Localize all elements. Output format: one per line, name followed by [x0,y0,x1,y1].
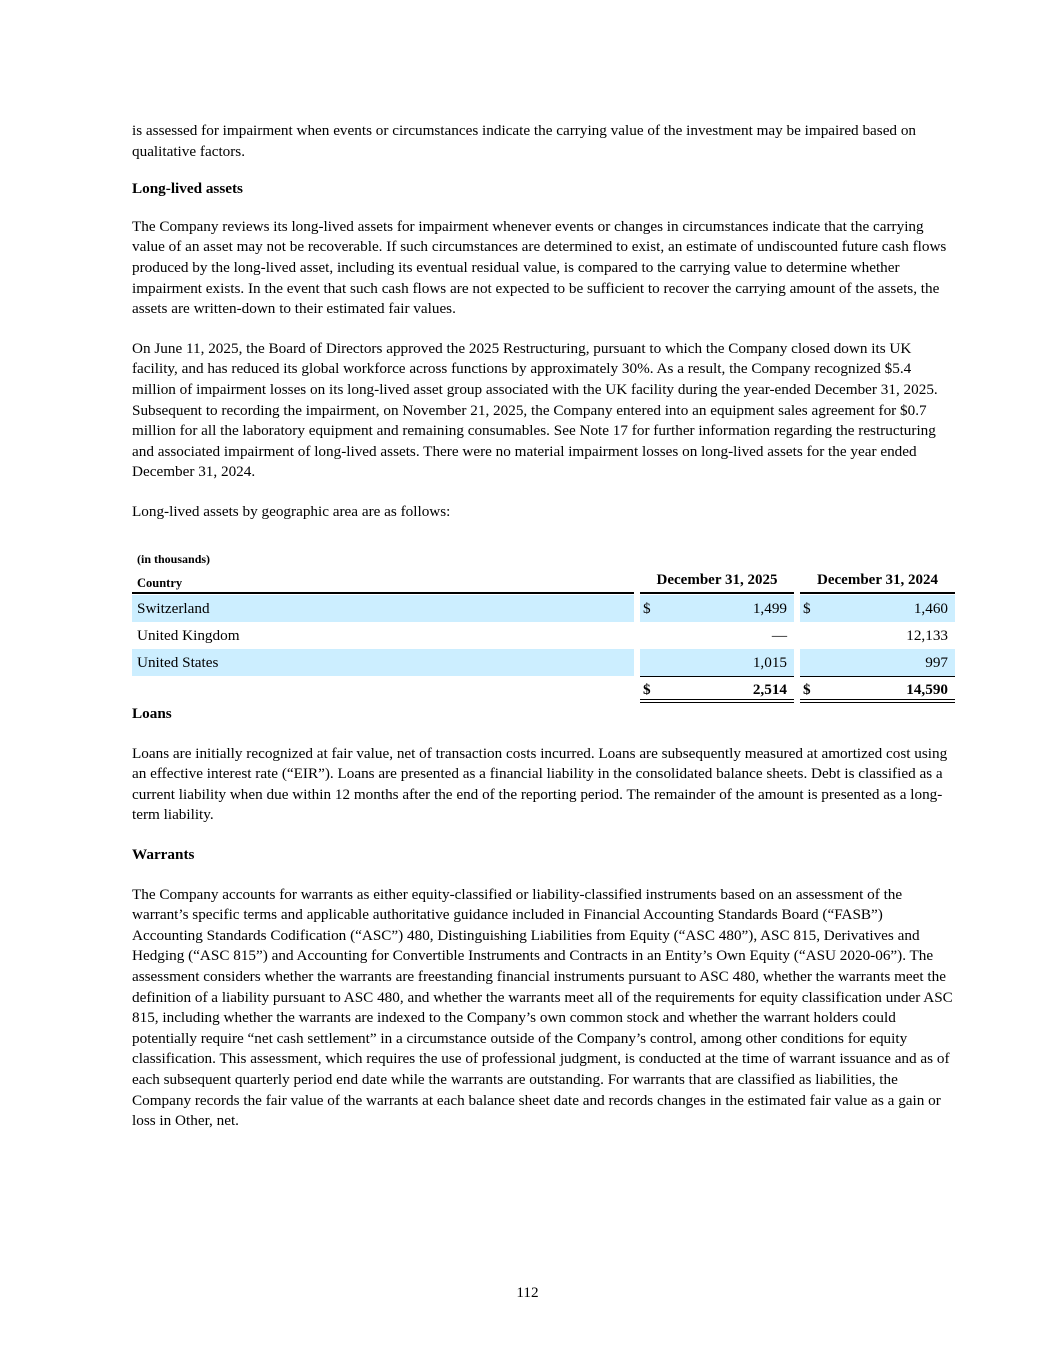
table-row [132,622,955,649]
total-double-line-2025 [640,702,794,703]
total-double-line-2024 [800,699,955,700]
value-2024: 12,133 [906,627,948,644]
header-underline-2024 [800,592,955,594]
value-2025: — [771,627,787,644]
row-country: United Kingdom [137,627,240,644]
table-header [132,572,955,594]
long-lived-heading: Long-lived assets [132,180,243,198]
long-lived-paragraph-1: The Company reviews its long-lived assets for impairment whenever events or changes in circumstances indicate that the carrying value of an asset may not be recoverable. If such circumstances are determined to exist, an estimate of undiscounted future cash flows produced by the long-lived asset, including its eventual residual value, is compared to the carrying value to determine whether impairment exists. In the event that such cash flows are not expected to be sufficient to recover the carrying amount of the assets, the assets are written-down to their estimated fair values. [132,217,947,318]
value-2024: 997 [925,654,948,671]
intro-paragraph: is assessed for impairment when events or circumstances indicate the carrying value of the investment may be impaired based on qualitative factors. [132,122,917,160]
value-2025: 1,499 [752,600,787,617]
body-text-top [132,121,955,523]
currency-symbol: $ [803,681,811,698]
long-lived-paragraph-3: Long-lived assets by geographic area are as follows: [132,502,451,520]
header-underline-country [132,592,634,594]
value-2024: 1,460 [913,600,948,617]
currency-symbol: $ [803,600,811,617]
row-country: Switzerland [137,600,210,617]
table-units-label: (in thousands) [137,552,211,566]
header-underline-2025 [640,592,794,594]
col-2025-header: December 31, 2025 [656,572,778,588]
country-column-header: Country [137,576,183,590]
total-double-line-2025 [640,699,794,700]
table-row [132,595,955,622]
currency-symbol: $ [643,681,651,698]
currency-symbol: $ [643,600,651,617]
loans-paragraph: Loans are initially recognized at fair value, net of transaction costs incurred. Loans are subsequently measured at amortized cost using an effective interest rate (“EIR”). Loans are presented as a financial liability in the consolidated balance sheets. Debt is classified as a current liability when due within 12 months after the end of the reporting period. The remainder of the amount is presented as a long-term liability. [132,744,948,824]
body-text-bottom [132,704,955,1132]
loans-heading: Loans [132,705,172,722]
warrants-paragraph: The Company accounts for warrants as either equity-classified or liability-classified instruments based on an assessment of the warrant’s specific terms and applicable authoritative guidance included in Financial Accounting Standards Board (“FASB”) Accounting Standards Codification (“ASC”) 480, Distinguishing Liabilities from Equity (“ASC 480”), ASC 815, Derivatives and Hedging (“ASC 815”) and Accounting for Convertible Instruments and Contracts in an Entity’s Own Equity (“ASU 2020-06”). The assessment considers whether the warrants are freestanding financial instruments pursuant to ASC 480, whether the warrants meet the definition of a liability pursuant to ASC 480, and whether the warrants meet all of the requirements for equity classification under ASC 815, including whether the warrants are indexed to the Company’s own common stock and whether the warrant holders could potentially require “net cash settlement” in a circumstance outside of the Company’s control, among other conditions for equity classification. This assessment, which requires the use of professional judgment, is conducted at the time of warrant issuance and as of each subsequent quarterly period end date while the warrants are outstanding. For warrants that are classified as liabilities, the Company records the fair value of the warrants at each balance sheet date and records changes in the estimated fair value as a gain or loss in Other, net. [132,885,953,1130]
total-2024: 14,590 [906,681,948,698]
col-2024-header: December 31, 2024 [817,572,938,588]
warrants-heading: Warrants [132,845,195,863]
value-2025: 1,015 [752,654,787,671]
total-2025: 2,514 [752,681,787,698]
row-country: United States [137,654,219,671]
page-number: 112 [516,1284,539,1301]
table-row [132,649,955,676]
total-double-line-2024 [800,702,955,703]
long-lived-paragraph-2: On June 11, 2025, the Board of Directors approved the 2025 Restructuring, pursuant to which the Company closed down its UK facility, and has reduced its global workforce across functions by approximately 30%. As a result, the Company recognized $5.4 million of impairment losses on its long-lived asset group associated with the UK facility during the year-ended December 31, 2025. Subsequent to recording the impairment, on November 21, 2025, the Company entered into an equipment sales agreement for $0.7 million for all the laboratory equipment and remaining consumables. See Note 17 for further information regarding the restructuring and associated impairment of long-lived assets. There were no material impairment losses on long-lived assets for the year ended December 31, 2024. [132,339,938,481]
